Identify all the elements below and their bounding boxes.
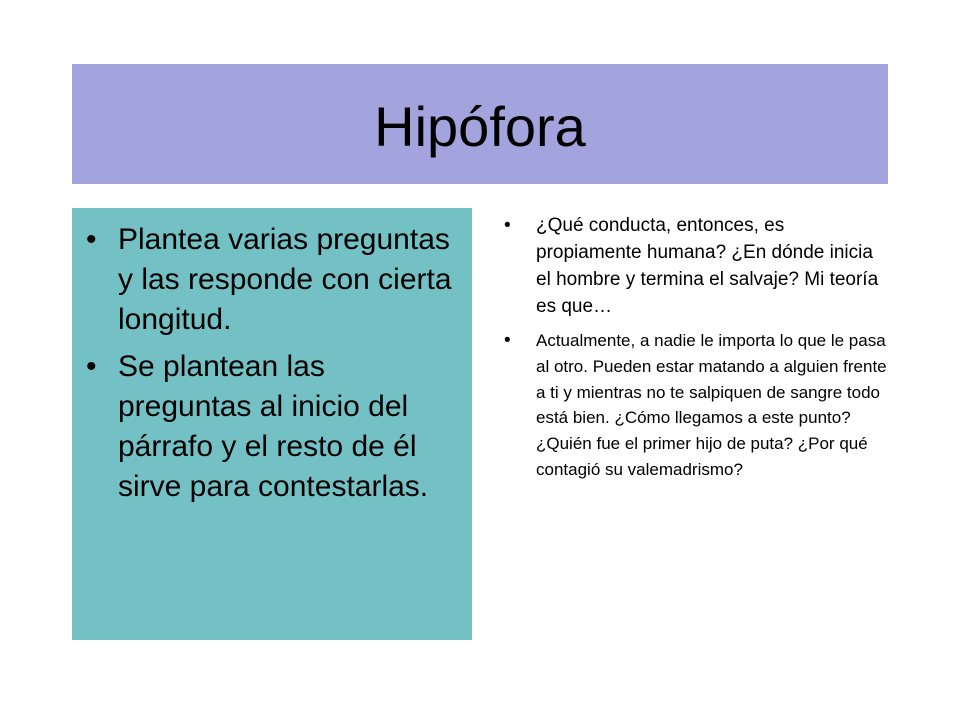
left-bullet-item [86,347,464,507]
left-bullet-item [86,220,464,340]
left-content-box [72,208,472,640]
slide-title: Hipófora [374,95,586,158]
right-bullet-list [494,212,888,483]
bullet-icon: • [86,350,97,383]
right-bullet-item [494,212,888,320]
bullet-icon: • [504,330,511,351]
left-bullet-text: Plantea varias preguntas y las responde con cierta longitud. [118,223,452,336]
bullet-icon: • [86,223,97,256]
left-bullet-text: Se plantean las preguntas al inicio del párrafo y el resto de él sirve para contestarlas. [118,350,429,503]
title-bar [72,64,888,184]
right-bullet-text: ¿Qué conducta, entonces, es propiamente humana? ¿En dónde inicia el hombre y termina el salvaje? Mi teoría es que… [536,215,879,317]
right-content-box [494,212,888,652]
right-bullet-item [494,328,888,483]
right-bullet-text: Actualmente, a nadie le importa lo que le pasa al otro. Pueden estar matando a alguien frente a ti y mientras no te salpiquen de sangre todo está bien. ¿Cómo llegamos a este punto? ¿Quién fue el primer hijo de puta? ¿Por qué contagió su valemadrismo? [536,331,887,479]
bullet-icon: • [504,215,511,236]
left-bullet-list [86,220,464,507]
